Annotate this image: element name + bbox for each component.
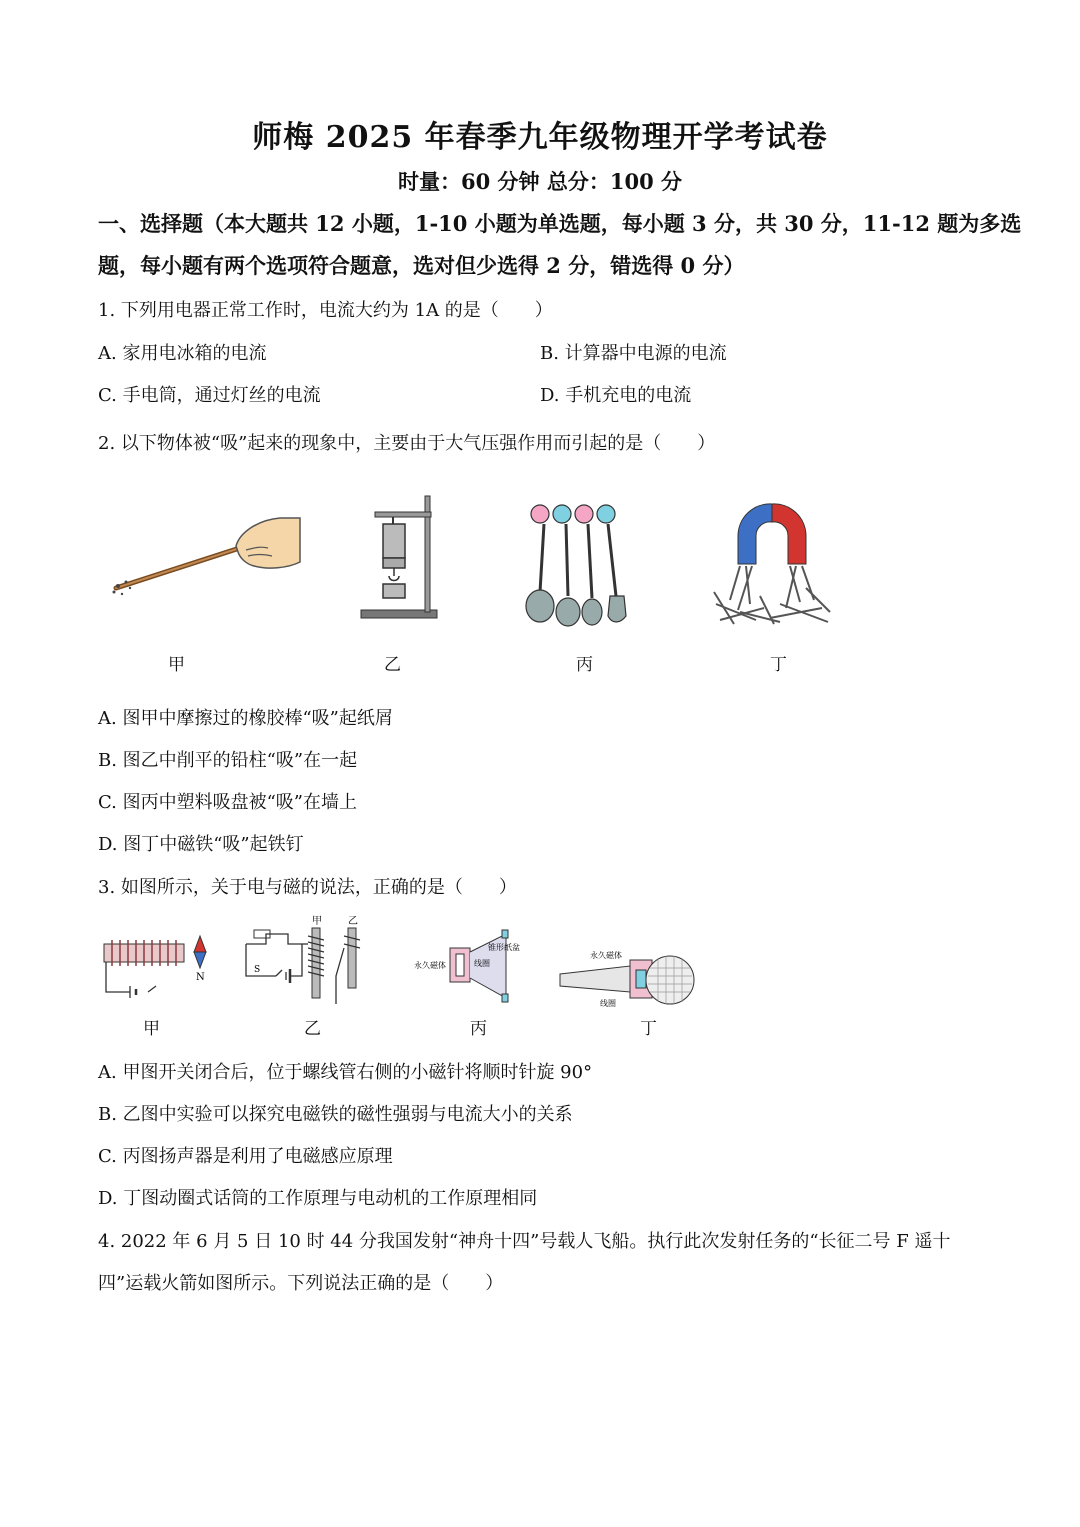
q2-figure-ding-magnet-nails xyxy=(710,500,834,626)
question-1-option-c: C. 手电筒，通过灯丝的电流 xyxy=(98,385,321,406)
page-title: 师梅 2025 年春季九年级物理开学考试卷 xyxy=(252,120,828,155)
question-3-stem: 3. 如图所示，关于电与磁的说法，正确的是（ ） xyxy=(98,877,517,898)
exam-info: 时量：60 分钟 总分：100 分 xyxy=(398,169,682,194)
question-3-option-d: D. 丁图动圈式话筒的工作原理与电动机的工作原理相同 xyxy=(98,1188,538,1209)
q2-caption-yi: 乙 xyxy=(384,655,401,675)
q3-speaker-coil-label: 线圈 xyxy=(474,959,490,968)
q3-figure-ding-microphone xyxy=(560,948,698,1028)
q3-needle-n-label: N xyxy=(196,972,205,983)
question-1-stem: 1. 下列用电器正常工作时，电流大约为 1A 的是（ ） xyxy=(98,300,553,321)
q3-figure-yi-electromagnets xyxy=(242,914,384,1008)
question-1-option-a: A. 家用电冰箱的电流 xyxy=(98,343,267,364)
q3-figure-jia-solenoid xyxy=(100,934,220,1002)
q2-figure-yi-lead-cylinders xyxy=(355,492,445,624)
q2-caption-bing: 丙 xyxy=(576,655,593,675)
q3-speaker-cone-label: 锥形纸盆 xyxy=(488,943,520,952)
question-4-stem-line1: 4. 2022 年 6 月 5 日 10 时 44 分我国发射“神舟十四”号载人飞船。执行此次发射任务的“长征二号 F 遥十 xyxy=(98,1231,951,1252)
q3-speaker-magnet-label: 永久磁体 xyxy=(414,961,446,970)
question-1-option-d: D. 手机充电的电流 xyxy=(540,385,692,406)
q3-switch-s-label: S xyxy=(254,965,261,975)
q2-figure-bing-suction-cups xyxy=(522,500,632,630)
question-4-stem-line2: 四”运载火箭如图所示。下列说法正确的是（ ） xyxy=(98,1273,504,1294)
q2-caption-ding: 丁 xyxy=(770,655,787,675)
q2-caption-jia: 甲 xyxy=(168,655,185,675)
q2-figure-jia-rod-and-hand xyxy=(108,510,308,610)
q3-caption-jia: 甲 xyxy=(143,1019,160,1039)
question-3-option-a: A. 甲图开关闭合后，位于螺线管右侧的小磁针将顺时针旋 90° xyxy=(98,1062,593,1083)
q3-mic-magnet-label: 永久磁体 xyxy=(590,951,622,960)
question-3-option-b: B. 乙图中实验可以探究电磁铁的磁性强弱与电流大小的关系 xyxy=(98,1104,573,1125)
q3-nail-a-label: 甲 xyxy=(312,916,322,927)
question-3-option-c: C. 丙图扬声器是利用了电磁感应原理 xyxy=(98,1146,393,1167)
question-2-option-c: C. 图丙中塑料吸盘被“吸”在墙上 xyxy=(98,792,357,813)
q3-mic-coil-label: 线圈 xyxy=(600,999,616,1008)
q3-figure-bing-loudspeaker xyxy=(412,928,530,1008)
section-heading-line1: 一、选择题（本大题共 12 小题，1-10 小题为单选题，每小题 3 分，共 30 分，11-12 题为多选 xyxy=(98,211,1022,236)
question-2-stem: 2. 以下物体被“吸”起来的现象中，主要由于大气压强作用而引起的是（ ） xyxy=(98,433,716,454)
q3-nail-b-label: 乙 xyxy=(348,916,358,927)
question-1-option-b: B. 计算器中电源的电流 xyxy=(540,343,727,364)
question-2-option-b: B. 图乙中削平的铅柱“吸”在一起 xyxy=(98,750,358,771)
q3-caption-bing: 丙 xyxy=(470,1019,487,1039)
q3-caption-ding: 丁 xyxy=(640,1019,657,1039)
q3-caption-yi: 乙 xyxy=(304,1019,321,1039)
question-2-option-a: A. 图甲中摩擦过的橡胶棒“吸”起纸屑 xyxy=(98,708,393,729)
section-heading-line2: 题，每小题有两个选项符合题意，选对但少选得 2 分，错选得 0 分） xyxy=(98,253,745,278)
question-2-option-d: D. 图丁中磁铁“吸”起铁钉 xyxy=(98,834,304,855)
